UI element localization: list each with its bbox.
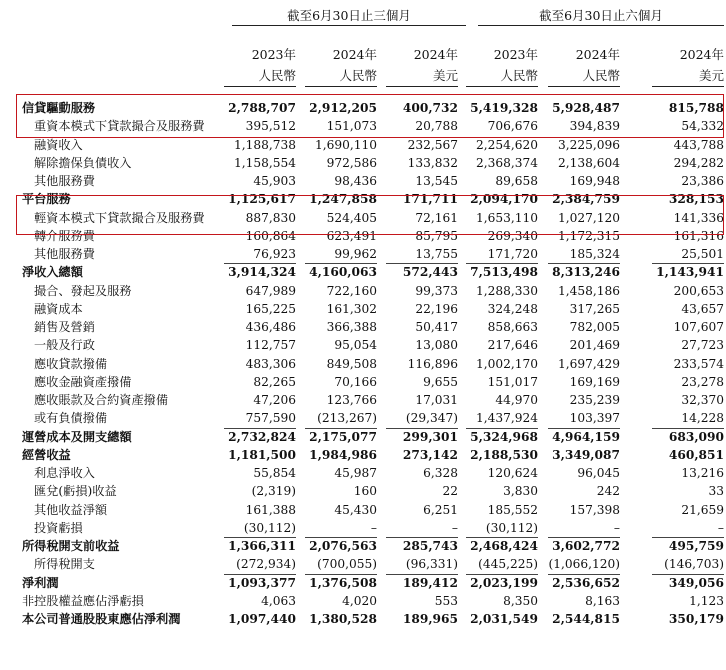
row-value: 82,265 (253, 374, 296, 389)
row-value: 495,759 (668, 539, 724, 553)
row-value: 55,854 (253, 466, 296, 480)
row-value: 3,830 (503, 484, 538, 499)
row-value: (30,112) (243, 520, 296, 535)
row-value: 99,373 (415, 283, 458, 298)
table-row (0, 319, 726, 336)
table-row (0, 575, 726, 592)
row-value: 647,989 (245, 283, 296, 298)
row-value: 400,732 (402, 101, 458, 115)
row-label: 其他收益淨額 (34, 502, 108, 517)
row-value: 116,896 (407, 356, 458, 371)
row-value: – (451, 520, 458, 535)
row-label: 融資收入 (34, 137, 83, 152)
row-value: 133,832 (407, 155, 458, 170)
row-value: (29,347) (405, 411, 458, 426)
row-value: 32,370 (681, 393, 724, 407)
row-value: 22 (442, 484, 458, 499)
row-value: 185,552 (487, 502, 538, 517)
row-value: 1,288,330 (475, 283, 538, 298)
row-value: 273,142 (402, 447, 458, 462)
header-three-months: 截至6月30日止三個月 (287, 8, 411, 23)
row-value: 1,143,941 (656, 265, 724, 280)
row-value: 3,349,087 (552, 447, 620, 462)
row-value: 782,005 (569, 320, 620, 334)
row-value: 2,384,759 (552, 192, 620, 207)
row-label: 一般及行政 (34, 338, 95, 353)
row-label: 重資本模式下貸款撮合及服務費 (34, 119, 205, 134)
row-value: (30,112) (485, 520, 538, 535)
header-underline (305, 86, 377, 87)
row-value: 2,788,707 (228, 101, 296, 115)
table-row (0, 337, 726, 354)
row-value: 706,676 (487, 119, 538, 134)
header-currency: 人民幣 (258, 68, 296, 83)
row-value: 160 (353, 484, 377, 499)
row-value: 1,188,738 (233, 137, 296, 152)
row-value: 50,417 (415, 320, 458, 334)
row-value: 2,031,549 (470, 612, 538, 626)
row-value: 1,376,508 (309, 575, 377, 590)
row-label: 信貸驅動服務 (22, 101, 96, 115)
row-value: 44,970 (495, 393, 538, 407)
row-value: 9,655 (423, 374, 458, 389)
header-six-months: 截至6月30日止六個月 (539, 8, 663, 23)
subtotal-rule (466, 428, 538, 429)
row-value: 14,228 (681, 411, 724, 426)
row-label: 匯兌(虧損)收益 (34, 484, 117, 499)
table-row (0, 447, 726, 464)
row-value: 1,653,110 (475, 210, 538, 225)
subtotal-rule (548, 428, 620, 429)
row-value: 4,020 (342, 593, 377, 608)
header-currency: 美元 (698, 68, 724, 83)
row-value: (146,703) (664, 557, 724, 572)
row-value: 2,912,205 (309, 101, 377, 115)
row-value: 2,076,563 (309, 539, 377, 553)
row-value: 27,723 (681, 338, 724, 353)
highlight-credit-driven (16, 94, 724, 138)
row-label: 非控股權益應佔淨虧損 (22, 593, 144, 608)
row-label: 應收貸款撥備 (34, 356, 108, 371)
subtotal-rule (466, 537, 538, 538)
row-value: 45,430 (334, 502, 377, 517)
row-value: 13,545 (415, 174, 458, 188)
subtotal-rule (305, 574, 377, 575)
row-value: 317,265 (569, 301, 620, 316)
row-value: 235,239 (569, 393, 620, 407)
row-value: 1,984,986 (309, 447, 377, 462)
row-value: 123,766 (326, 393, 377, 407)
table-row (0, 374, 726, 391)
row-label: 轉介服務費 (34, 228, 95, 243)
row-value: 169,948 (569, 174, 620, 188)
row-value: 8,163 (585, 593, 620, 608)
row-label: 解除擔保負債收入 (34, 155, 132, 170)
row-value: 5,928,487 (552, 101, 620, 115)
row-value: 858,663 (487, 320, 538, 334)
row-value: 1,158,554 (233, 155, 296, 170)
row-value: 1,690,110 (314, 137, 377, 152)
row-value: 443,788 (673, 137, 724, 152)
row-value: 157,398 (569, 502, 620, 517)
row-value: (445,225) (478, 557, 538, 572)
header-year: 2024年 (679, 47, 724, 62)
row-value: 623,491 (326, 228, 377, 243)
row-value: 3,602,772 (552, 539, 620, 553)
subtotal-rule (466, 263, 538, 264)
header-currency: 人民幣 (582, 68, 620, 83)
subtotal-rule (386, 574, 458, 575)
row-value: 8,350 (503, 593, 538, 608)
row-value: 4,160,063 (309, 265, 377, 280)
row-value: 112,757 (245, 338, 296, 353)
row-value: 23,386 (681, 174, 724, 188)
row-value: 96,045 (577, 466, 620, 480)
row-label: 應收賬款及合約資產撥備 (34, 393, 169, 407)
row-label: 其他服務費 (34, 174, 95, 188)
row-value: 1,437,924 (475, 411, 538, 426)
header-underline (386, 86, 458, 87)
row-value: 233,574 (673, 356, 724, 371)
table-row (0, 538, 726, 555)
row-value: 8,313,246 (552, 265, 620, 280)
row-value: 483,306 (245, 356, 296, 371)
header-rule-six-months (478, 25, 724, 26)
header-year: 2024年 (575, 47, 620, 62)
header-currency: 美元 (432, 68, 458, 83)
row-value: 683,090 (668, 429, 724, 444)
subtotal-rule (386, 537, 458, 538)
row-value: 201,469 (569, 338, 620, 353)
table-row (0, 465, 726, 482)
row-label: 輕資本模式下貸款撮合及服務費 (34, 210, 205, 225)
row-label: 平台服務 (22, 192, 71, 207)
row-value: 107,607 (673, 320, 724, 334)
subtotal-rule (305, 537, 377, 538)
row-value: 1,097,440 (228, 612, 296, 626)
row-value: 47,206 (253, 393, 296, 407)
table-row (0, 283, 726, 300)
row-value: 151,017 (487, 374, 538, 389)
table-row (0, 264, 726, 281)
table-row (0, 173, 726, 190)
row-value: 2,188,530 (470, 447, 538, 462)
row-value: 72,161 (415, 210, 458, 225)
row-value: 460,851 (668, 447, 724, 462)
row-value: 3,225,096 (557, 137, 620, 152)
row-label: 淨收入總額 (22, 265, 83, 280)
subtotal-rule (224, 263, 296, 264)
row-value: 165,225 (245, 301, 296, 316)
row-value: 85,795 (415, 228, 458, 243)
row-value: 20,788 (415, 119, 458, 134)
subtotal-rule (652, 428, 724, 429)
row-value: (96,331) (405, 557, 458, 572)
subtotal-rule (386, 263, 458, 264)
row-value: 13,080 (415, 338, 458, 353)
row-value: 99,962 (334, 247, 377, 261)
table-row (0, 611, 726, 628)
row-value: 242 (596, 484, 620, 499)
row-label: 所得稅開支前收益 (22, 539, 120, 553)
row-value: 232,567 (407, 137, 458, 152)
subtotal-rule (652, 537, 724, 538)
row-value: 849,508 (326, 356, 377, 371)
row-value: 171,711 (402, 192, 458, 207)
row-value: 2,732,824 (228, 429, 296, 444)
row-value: (213,267) (317, 411, 377, 426)
row-label: 投資虧損 (34, 520, 83, 535)
row-value: 161,388 (245, 502, 296, 517)
row-value: 324,248 (487, 301, 538, 316)
subtotal-rule (652, 263, 724, 264)
row-value: 815,788 (668, 101, 724, 115)
table-row (0, 155, 726, 172)
table-row (0, 483, 726, 500)
row-value: 76,923 (253, 247, 296, 261)
row-label: 或有負債撥備 (34, 411, 108, 426)
subtotal-rule (652, 574, 724, 575)
row-value: 524,405 (326, 210, 377, 225)
row-value: – (370, 520, 377, 535)
row-label: 所得稅開支 (34, 557, 95, 572)
table-row (0, 593, 726, 610)
row-value: 21,659 (681, 502, 724, 517)
row-value: 972,586 (326, 155, 377, 170)
row-value: 395,512 (245, 119, 296, 134)
header-currency: 人民幣 (500, 68, 538, 83)
row-label: 融資成本 (34, 301, 83, 316)
row-label: 應收金融資產撥備 (34, 374, 132, 389)
row-value: 2,094,170 (470, 192, 538, 207)
table-row (0, 556, 726, 573)
table-row (0, 137, 726, 154)
row-value: 171,720 (487, 247, 538, 261)
row-value: 3,914,324 (228, 265, 296, 280)
row-value: 328,153 (668, 192, 724, 207)
row-value: 553 (434, 593, 458, 608)
subtotal-rule (224, 537, 296, 538)
row-value: 366,388 (326, 320, 377, 334)
row-value: (2,319) (251, 484, 296, 499)
row-value: 13,216 (681, 466, 724, 480)
row-value: 2,175,077 (309, 429, 377, 444)
row-value: 25,501 (681, 247, 724, 261)
row-value: 151,073 (326, 119, 377, 134)
row-value: (272,934) (236, 557, 296, 572)
header-year: 2023年 (493, 47, 538, 62)
row-value: 45,987 (334, 466, 377, 480)
row-label: 撮合、發起及服務 (34, 283, 132, 298)
subtotal-rule (305, 428, 377, 429)
row-value: 160,864 (245, 228, 296, 243)
header-underline (224, 86, 296, 87)
row-value: 2,468,424 (470, 539, 538, 553)
header-underline (466, 86, 538, 87)
table-row (0, 392, 726, 409)
row-value: 169,169 (569, 374, 620, 389)
row-value: 2,544,815 (552, 612, 620, 626)
row-value: 4,964,159 (552, 429, 620, 444)
row-value: 394,839 (569, 119, 620, 134)
row-value: 185,324 (569, 247, 620, 261)
row-value: (700,055) (317, 557, 377, 572)
row-value: 1,002,170 (475, 356, 538, 371)
row-value: 2,536,652 (552, 575, 620, 590)
row-value: – (613, 520, 620, 535)
table-row (0, 429, 726, 446)
row-value: 2,023,199 (470, 575, 538, 590)
row-value: 1,380,528 (309, 612, 377, 626)
row-value: 6,328 (423, 466, 458, 480)
subtotal-rule (548, 263, 620, 264)
row-value: 17,031 (415, 393, 458, 407)
row-value: 200,653 (673, 283, 724, 298)
row-value: 1,697,429 (557, 356, 620, 371)
row-value: 54,332 (681, 119, 724, 134)
row-value: 350,179 (668, 612, 724, 626)
row-value: 1,458,186 (557, 283, 620, 298)
row-value: 294,282 (673, 155, 724, 170)
row-value: 70,166 (334, 374, 377, 389)
row-value: 285,743 (402, 539, 458, 553)
subtotal-rule (386, 428, 458, 429)
row-label: 其他服務費 (34, 247, 95, 261)
row-value: (1,066,120) (548, 557, 620, 572)
row-label: 經營收益 (22, 447, 71, 462)
row-value: 161,316 (673, 228, 724, 243)
row-value: 757,590 (245, 411, 296, 426)
row-value: 1,247,858 (309, 192, 377, 207)
header-year: 2024年 (332, 47, 377, 62)
subtotal-rule (224, 574, 296, 575)
row-value: 22,196 (415, 301, 458, 316)
row-value: 887,830 (245, 210, 296, 225)
row-value: 161,302 (326, 301, 377, 316)
row-value: 23,278 (681, 374, 724, 389)
row-value: 2,138,604 (557, 155, 620, 170)
row-value: 1,027,120 (557, 210, 620, 225)
row-value: 95,054 (334, 338, 377, 353)
row-value: 43,657 (681, 301, 724, 316)
subtotal-rule (305, 263, 377, 264)
header-currency: 人民幣 (339, 68, 377, 83)
header-year: 2024年 (413, 47, 458, 62)
row-label: 利息淨收入 (34, 466, 95, 480)
header-underline (548, 86, 620, 87)
header-underline (652, 86, 724, 87)
table-row (0, 520, 726, 537)
row-value: 269,340 (487, 228, 538, 243)
row-value: – (717, 520, 724, 535)
row-label: 運營成本及開支總額 (22, 429, 132, 444)
row-value: 1,123 (689, 593, 724, 608)
table-row (0, 246, 726, 263)
row-value: 13,755 (415, 247, 458, 261)
row-value: 89,658 (495, 174, 538, 188)
row-label: 本公司普通股股東應佔淨利潤 (22, 612, 181, 626)
row-value: 98,436 (334, 174, 377, 188)
row-label: 銷售及營銷 (34, 320, 95, 334)
row-value: 349,056 (668, 575, 724, 590)
row-value: 189,965 (402, 612, 458, 626)
table-row (0, 356, 726, 373)
row-value: 1,181,500 (228, 447, 296, 462)
row-value: 120,624 (487, 466, 538, 480)
row-value: 5,419,328 (470, 101, 538, 115)
row-value: 2,368,374 (475, 155, 538, 170)
subtotal-rule (466, 574, 538, 575)
row-value: 1,125,617 (228, 192, 296, 207)
subtotal-rule (548, 574, 620, 575)
header-rule-three-months (232, 25, 466, 26)
row-value: 33 (708, 484, 724, 499)
row-value: 436,486 (245, 320, 296, 334)
subtotal-rule (548, 537, 620, 538)
row-value: 1,172,315 (557, 228, 620, 243)
row-value: 2,254,620 (475, 137, 538, 152)
row-value: 722,160 (326, 283, 377, 298)
row-value: 4,063 (261, 593, 296, 608)
row-value: 189,412 (402, 575, 458, 590)
row-value: 299,301 (402, 429, 458, 444)
row-label: 淨利潤 (22, 575, 59, 590)
highlight-platform (16, 195, 724, 235)
table-row (0, 410, 726, 427)
table-row (0, 502, 726, 519)
row-value: 1,093,377 (228, 575, 296, 590)
row-value: 6,251 (423, 502, 458, 517)
row-value: 5,324,968 (470, 429, 538, 444)
row-value: 1,366,311 (228, 539, 296, 553)
header-year: 2023年 (251, 47, 296, 62)
row-value: 217,646 (487, 338, 538, 353)
row-value: 103,397 (569, 411, 620, 426)
row-value: 7,513,498 (470, 265, 538, 280)
row-value: 45,903 (253, 174, 296, 188)
subtotal-rule (224, 428, 296, 429)
row-value: 572,443 (402, 265, 458, 280)
row-value: 141,336 (673, 210, 724, 225)
table-row (0, 301, 726, 318)
